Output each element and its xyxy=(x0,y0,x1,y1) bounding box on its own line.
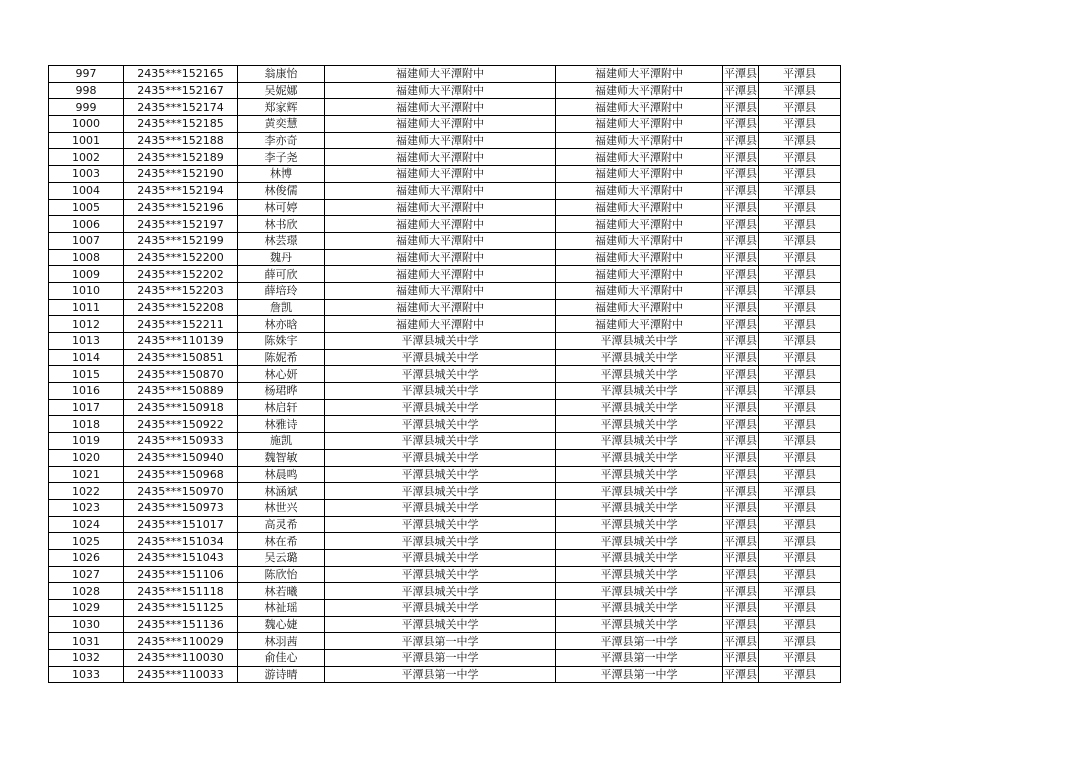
student-name-cell: 黄奕慧 xyxy=(238,116,325,133)
county-cell: 平潭县 xyxy=(724,367,757,381)
table-row xyxy=(49,399,841,416)
table-row xyxy=(49,116,841,133)
table-row xyxy=(49,583,841,600)
student-name-cell: 林若曦 xyxy=(238,583,325,600)
district-cell: 平潭县 xyxy=(759,549,841,566)
serial-number-cell: 1033 xyxy=(49,666,124,683)
registered-school-cell: 平潭县城关中学 xyxy=(556,600,723,617)
registered-school-cell: 福建师大平潭附中 xyxy=(556,282,723,299)
school-cell: 福建师大平潭附中 xyxy=(325,282,556,299)
county-cell: 平潭县 xyxy=(724,501,757,515)
registered-school-cell: 福建师大平潭附中 xyxy=(556,316,723,333)
school-cell: 福建师大平潭附中 xyxy=(325,266,556,283)
student-name-cell: 林芸璟 xyxy=(238,232,325,249)
table-row xyxy=(49,249,841,266)
school-cell: 平潭县城关中学 xyxy=(325,600,556,617)
student-name-cell: 杨珺晔 xyxy=(238,383,325,400)
district-cell: 平潭县 xyxy=(759,166,841,183)
serial-number-cell: 1026 xyxy=(49,549,124,566)
registered-school-cell: 福建师大平潭附中 xyxy=(556,182,723,199)
county-cell: 平潭县 xyxy=(724,117,757,131)
table-row xyxy=(49,616,841,633)
exam-id-cell: 2435***151106 xyxy=(124,566,238,583)
registered-school-cell: 平潭县城关中学 xyxy=(556,466,723,483)
district-cell: 平潭县 xyxy=(759,199,841,216)
registered-school-cell: 平潭县第一中学 xyxy=(556,633,723,650)
table-row xyxy=(49,99,841,116)
table-row xyxy=(49,333,841,350)
table-row xyxy=(49,166,841,183)
school-cell: 福建师大平潭附中 xyxy=(325,299,556,316)
serial-number-cell: 1022 xyxy=(49,483,124,500)
district-cell: 平潭县 xyxy=(759,366,841,383)
table-row xyxy=(49,600,841,617)
table-row xyxy=(49,82,841,99)
registered-school-cell: 福建师大平潭附中 xyxy=(556,82,723,99)
serial-number-cell: 998 xyxy=(49,82,124,99)
table-row xyxy=(49,650,841,667)
county-cell: 平潭县 xyxy=(724,267,757,281)
serial-number-cell: 1032 xyxy=(49,650,124,667)
serial-number-cell: 1012 xyxy=(49,316,124,333)
county-cell: 平潭县 xyxy=(724,351,757,365)
school-cell: 平潭县第一中学 xyxy=(325,650,556,667)
student-name-cell: 林心妍 xyxy=(238,366,325,383)
table-row xyxy=(49,516,841,533)
school-cell: 平潭县第一中学 xyxy=(325,633,556,650)
school-cell: 福建师大平潭附中 xyxy=(325,316,556,333)
exam-id-cell: 2435***150940 xyxy=(124,449,238,466)
district-cell: 平潭县 xyxy=(759,249,841,266)
serial-number-cell: 999 xyxy=(49,99,124,116)
registered-school-cell: 福建师大平潭附中 xyxy=(556,199,723,216)
roster-table xyxy=(48,65,841,683)
district-cell: 平潭县 xyxy=(759,149,841,166)
serial-number-cell: 1025 xyxy=(49,533,124,550)
student-name-cell: 魏丹 xyxy=(238,249,325,266)
registered-school-cell: 福建师大平潭附中 xyxy=(556,132,723,149)
county-cell: 平潭县 xyxy=(724,167,757,181)
district-cell: 平潭县 xyxy=(759,533,841,550)
table-row xyxy=(49,66,841,83)
registered-school-cell: 福建师大平潭附中 xyxy=(556,149,723,166)
exam-id-cell: 2435***151043 xyxy=(124,549,238,566)
district-cell: 平潭县 xyxy=(759,316,841,333)
student-name-cell: 林博 xyxy=(238,166,325,183)
table-row xyxy=(49,149,841,166)
table-row xyxy=(49,132,841,149)
student-name-cell: 李子尧 xyxy=(238,149,325,166)
school-cell: 平潭县城关中学 xyxy=(325,533,556,550)
student-name-cell: 林祉瑶 xyxy=(238,600,325,617)
school-cell: 福建师大平潭附中 xyxy=(325,182,556,199)
table-row xyxy=(49,349,841,366)
county-cell: 平潭县 xyxy=(724,417,757,431)
registered-school-cell: 福建师大平潭附中 xyxy=(556,216,723,233)
registered-school-cell: 平潭县城关中学 xyxy=(556,533,723,550)
serial-number-cell: 1029 xyxy=(49,600,124,617)
district-cell: 平潭县 xyxy=(759,466,841,483)
county-cell: 平潭县 xyxy=(724,250,757,264)
school-cell: 平潭县城关中学 xyxy=(325,466,556,483)
table-row xyxy=(49,566,841,583)
student-name-cell: 郑家辉 xyxy=(238,99,325,116)
table-row xyxy=(49,182,841,199)
student-name-cell: 詹凯 xyxy=(238,299,325,316)
registered-school-cell: 平潭县城关中学 xyxy=(556,333,723,350)
exam-id-cell: 2435***152174 xyxy=(124,99,238,116)
registered-school-cell: 平潭县第一中学 xyxy=(556,650,723,667)
table-row xyxy=(49,232,841,249)
county-cell: 平潭县 xyxy=(724,484,757,498)
registered-school-cell: 福建师大平潭附中 xyxy=(556,166,723,183)
district-cell: 平潭县 xyxy=(759,449,841,466)
serial-number-cell: 1018 xyxy=(49,416,124,433)
registered-school-cell: 平潭县城关中学 xyxy=(556,383,723,400)
school-cell: 福建师大平潭附中 xyxy=(325,66,556,83)
school-cell: 福建师大平潭附中 xyxy=(325,199,556,216)
serial-number-cell: 1010 xyxy=(49,282,124,299)
school-cell: 平潭县城关中学 xyxy=(325,583,556,600)
exam-id-cell: 2435***150973 xyxy=(124,499,238,516)
table-row xyxy=(49,633,841,650)
serial-number-cell: 1021 xyxy=(49,466,124,483)
county-cell: 平潭县 xyxy=(724,668,757,682)
student-name-cell: 林晨鸣 xyxy=(238,466,325,483)
school-cell: 福建师大平潭附中 xyxy=(325,116,556,133)
registered-school-cell: 平潭县城关中学 xyxy=(556,549,723,566)
student-name-cell: 林亦晗 xyxy=(238,316,325,333)
school-cell: 福建师大平潭附中 xyxy=(325,132,556,149)
district-cell: 平潭县 xyxy=(759,182,841,199)
serial-number-cell: 1004 xyxy=(49,182,124,199)
serial-number-cell: 1005 xyxy=(49,199,124,216)
exam-id-cell: 2435***152167 xyxy=(124,82,238,99)
school-cell: 平潭县城关中学 xyxy=(325,349,556,366)
exam-id-cell: 2435***152199 xyxy=(124,232,238,249)
county-cell: 平潭县 xyxy=(724,534,757,548)
student-name-cell: 施凯 xyxy=(238,433,325,450)
roster-table-body xyxy=(49,66,841,683)
county-cell: 平潭县 xyxy=(724,584,757,598)
student-name-cell: 薛培玲 xyxy=(238,282,325,299)
registered-school-cell: 福建师大平潭附中 xyxy=(556,249,723,266)
serial-number-cell: 1014 xyxy=(49,349,124,366)
serial-number-cell: 1019 xyxy=(49,433,124,450)
district-cell: 平潭县 xyxy=(759,516,841,533)
student-name-cell: 林书欣 xyxy=(238,216,325,233)
exam-id-cell: 2435***151017 xyxy=(124,516,238,533)
exam-id-cell: 2435***110029 xyxy=(124,633,238,650)
student-name-cell: 游诗晴 xyxy=(238,666,325,683)
exam-id-cell: 2435***152188 xyxy=(124,132,238,149)
exam-id-cell: 2435***150870 xyxy=(124,366,238,383)
district-cell: 平潭县 xyxy=(759,483,841,500)
student-name-cell: 林俊儒 xyxy=(238,182,325,199)
county-cell: 平潭县 xyxy=(724,100,757,114)
district-cell: 平潭县 xyxy=(759,633,841,650)
school-cell: 平潭县城关中学 xyxy=(325,616,556,633)
school-cell: 平潭县城关中学 xyxy=(325,449,556,466)
registered-school-cell: 福建师大平潭附中 xyxy=(556,266,723,283)
student-name-cell: 魏智敏 xyxy=(238,449,325,466)
exam-id-cell: 2435***152194 xyxy=(124,182,238,199)
table-row xyxy=(49,549,841,566)
exam-id-cell: 2435***110033 xyxy=(124,666,238,683)
serial-number-cell: 1020 xyxy=(49,449,124,466)
registered-school-cell: 平潭县城关中学 xyxy=(556,499,723,516)
school-cell: 平潭县城关中学 xyxy=(325,416,556,433)
student-name-cell: 高灵希 xyxy=(238,516,325,533)
registered-school-cell: 平潭县城关中学 xyxy=(556,433,723,450)
exam-id-cell: 2435***152200 xyxy=(124,249,238,266)
registered-school-cell: 福建师大平潭附中 xyxy=(556,232,723,249)
table-row xyxy=(49,266,841,283)
district-cell: 平潭县 xyxy=(759,666,841,683)
registered-school-cell: 平潭县城关中学 xyxy=(556,366,723,383)
exam-id-cell: 2435***152208 xyxy=(124,299,238,316)
exam-id-cell: 2435***152190 xyxy=(124,166,238,183)
student-name-cell: 李亦奇 xyxy=(238,132,325,149)
student-name-cell: 陈妮希 xyxy=(238,349,325,366)
serial-number-cell: 1009 xyxy=(49,266,124,283)
county-cell: 平潭县 xyxy=(724,517,757,531)
serial-number-cell: 1017 xyxy=(49,399,124,416)
serial-number-cell: 1016 xyxy=(49,383,124,400)
exam-id-cell: 2435***152202 xyxy=(124,266,238,283)
student-name-cell: 林可婷 xyxy=(238,199,325,216)
district-cell: 平潭县 xyxy=(759,616,841,633)
serial-number-cell: 1011 xyxy=(49,299,124,316)
school-cell: 福建师大平潭附中 xyxy=(325,149,556,166)
district-cell: 平潭县 xyxy=(759,266,841,283)
school-cell: 平潭县城关中学 xyxy=(325,566,556,583)
table-row xyxy=(49,666,841,683)
student-name-cell: 翁康怡 xyxy=(238,66,325,83)
district-cell: 平潭县 xyxy=(759,282,841,299)
exam-id-cell: 2435***152203 xyxy=(124,282,238,299)
table-row xyxy=(49,483,841,500)
serial-number-cell: 1030 xyxy=(49,616,124,633)
school-cell: 平潭县城关中学 xyxy=(325,399,556,416)
county-cell: 平潭县 xyxy=(724,467,757,481)
exam-id-cell: 2435***150918 xyxy=(124,399,238,416)
county-cell: 平潭县 xyxy=(724,134,757,148)
student-name-cell: 林涵斌 xyxy=(238,483,325,500)
serial-number-cell: 1008 xyxy=(49,249,124,266)
district-cell: 平潭县 xyxy=(759,499,841,516)
school-cell: 平潭县城关中学 xyxy=(325,366,556,383)
school-cell: 福建师大平潭附中 xyxy=(325,99,556,116)
registered-school-cell: 平潭县城关中学 xyxy=(556,416,723,433)
serial-number-cell: 1003 xyxy=(49,166,124,183)
district-cell: 平潭县 xyxy=(759,232,841,249)
registered-school-cell: 平潭县城关中学 xyxy=(556,349,723,366)
exam-id-cell: 2435***151118 xyxy=(124,583,238,600)
serial-number-cell: 1024 xyxy=(49,516,124,533)
serial-number-cell: 1002 xyxy=(49,149,124,166)
school-cell: 福建师大平潭附中 xyxy=(325,216,556,233)
student-name-cell: 魏心婕 xyxy=(238,616,325,633)
table-row xyxy=(49,282,841,299)
district-cell: 平潭县 xyxy=(759,600,841,617)
table-row xyxy=(49,433,841,450)
school-cell: 福建师大平潭附中 xyxy=(325,166,556,183)
county-cell: 平潭县 xyxy=(724,184,757,198)
district-cell: 平潭县 xyxy=(759,383,841,400)
registered-school-cell: 福建师大平潭附中 xyxy=(556,299,723,316)
county-cell: 平潭县 xyxy=(724,384,757,398)
county-cell: 平潭县 xyxy=(724,601,757,615)
student-name-cell: 林世兴 xyxy=(238,499,325,516)
county-cell: 平潭县 xyxy=(724,567,757,581)
county-cell: 平潭县 xyxy=(724,434,757,448)
county-cell: 平潭县 xyxy=(724,334,757,348)
exam-id-cell: 2435***151034 xyxy=(124,533,238,550)
table-row xyxy=(49,299,841,316)
school-cell: 平潭县城关中学 xyxy=(325,499,556,516)
registered-school-cell: 福建师大平潭附中 xyxy=(556,66,723,83)
student-name-cell: 俞佳心 xyxy=(238,650,325,667)
table-row xyxy=(49,416,841,433)
serial-number-cell: 1006 xyxy=(49,216,124,233)
county-cell: 平潭县 xyxy=(724,634,757,648)
county-cell: 平潭县 xyxy=(724,651,757,665)
district-cell: 平潭县 xyxy=(759,399,841,416)
district-cell: 平潭县 xyxy=(759,99,841,116)
school-cell: 平潭县城关中学 xyxy=(325,549,556,566)
district-cell: 平潭县 xyxy=(759,349,841,366)
county-cell: 平潭县 xyxy=(724,551,757,565)
district-cell: 平潭县 xyxy=(759,132,841,149)
exam-id-cell: 2435***151136 xyxy=(124,616,238,633)
registered-school-cell: 福建师大平潭附中 xyxy=(556,99,723,116)
student-name-cell: 陈姝宇 xyxy=(238,333,325,350)
county-cell: 平潭县 xyxy=(724,300,757,314)
county-cell: 平潭县 xyxy=(724,618,757,632)
school-cell: 平潭县城关中学 xyxy=(325,333,556,350)
school-cell: 平潭县城关中学 xyxy=(325,483,556,500)
district-cell: 平潭县 xyxy=(759,333,841,350)
county-cell: 平潭县 xyxy=(724,84,757,98)
registered-school-cell: 平潭县城关中学 xyxy=(556,516,723,533)
district-cell: 平潭县 xyxy=(759,433,841,450)
student-name-cell: 薛可欣 xyxy=(238,266,325,283)
county-cell: 平潭县 xyxy=(724,317,757,331)
exam-id-cell: 2435***152211 xyxy=(124,316,238,333)
county-cell: 平潭县 xyxy=(724,67,757,81)
serial-number-cell: 997 xyxy=(49,66,124,83)
serial-number-cell: 1015 xyxy=(49,366,124,383)
school-cell: 平潭县城关中学 xyxy=(325,516,556,533)
exam-id-cell: 2435***110139 xyxy=(124,333,238,350)
table-row xyxy=(49,533,841,550)
registered-school-cell: 平潭县第一中学 xyxy=(556,666,723,683)
registered-school-cell: 平潭县城关中学 xyxy=(556,449,723,466)
serial-number-cell: 1007 xyxy=(49,232,124,249)
exam-id-cell: 2435***152165 xyxy=(124,66,238,83)
exam-id-cell: 2435***151125 xyxy=(124,600,238,617)
school-cell: 平潭县第一中学 xyxy=(325,666,556,683)
exam-id-cell: 2435***150970 xyxy=(124,483,238,500)
serial-number-cell: 1031 xyxy=(49,633,124,650)
serial-number-cell: 1027 xyxy=(49,566,124,583)
table-row xyxy=(49,366,841,383)
student-name-cell: 林雅诗 xyxy=(238,416,325,433)
county-cell: 平潭县 xyxy=(724,401,757,415)
county-cell: 平潭县 xyxy=(724,234,757,248)
district-cell: 平潭县 xyxy=(759,566,841,583)
serial-number-cell: 1000 xyxy=(49,116,124,133)
registered-school-cell: 平潭县城关中学 xyxy=(556,566,723,583)
table-row xyxy=(49,466,841,483)
district-cell: 平潭县 xyxy=(759,299,841,316)
registered-school-cell: 平潭县城关中学 xyxy=(556,483,723,500)
exam-id-cell: 2435***152197 xyxy=(124,216,238,233)
exam-id-cell: 2435***152189 xyxy=(124,149,238,166)
serial-number-cell: 1023 xyxy=(49,499,124,516)
registered-school-cell: 平潭县城关中学 xyxy=(556,583,723,600)
district-cell: 平潭县 xyxy=(759,116,841,133)
school-cell: 福建师大平潭附中 xyxy=(325,82,556,99)
exam-id-cell: 2435***150922 xyxy=(124,416,238,433)
school-cell: 平潭县城关中学 xyxy=(325,383,556,400)
student-name-cell: 林羽茜 xyxy=(238,633,325,650)
registered-school-cell: 平潭县城关中学 xyxy=(556,616,723,633)
county-cell: 平潭县 xyxy=(724,217,757,231)
district-cell: 平潭县 xyxy=(759,216,841,233)
table-row xyxy=(49,216,841,233)
school-cell: 福建师大平潭附中 xyxy=(325,249,556,266)
table-row xyxy=(49,449,841,466)
county-cell: 平潭县 xyxy=(724,150,757,164)
district-cell: 平潭县 xyxy=(759,416,841,433)
district-cell: 平潭县 xyxy=(759,583,841,600)
school-cell: 平潭县城关中学 xyxy=(325,433,556,450)
exam-id-cell: 2435***152196 xyxy=(124,199,238,216)
student-name-cell: 吴妮娜 xyxy=(238,82,325,99)
table-row xyxy=(49,499,841,516)
exam-id-cell: 2435***150889 xyxy=(124,383,238,400)
school-cell: 福建师大平潭附中 xyxy=(325,232,556,249)
table-row xyxy=(49,316,841,333)
student-name-cell: 林在希 xyxy=(238,533,325,550)
serial-number-cell: 1013 xyxy=(49,333,124,350)
exam-id-cell: 2435***150933 xyxy=(124,433,238,450)
district-cell: 平潭县 xyxy=(759,82,841,99)
exam-id-cell: 2435***110030 xyxy=(124,650,238,667)
district-cell: 平潭县 xyxy=(759,650,841,667)
student-name-cell: 陈欣怡 xyxy=(238,566,325,583)
registered-school-cell: 平潭县城关中学 xyxy=(556,399,723,416)
serial-number-cell: 1001 xyxy=(49,132,124,149)
exam-id-cell: 2435***152185 xyxy=(124,116,238,133)
exam-id-cell: 2435***150851 xyxy=(124,349,238,366)
exam-id-cell: 2435***150968 xyxy=(124,466,238,483)
student-name-cell: 吴云璐 xyxy=(238,549,325,566)
county-cell: 平潭县 xyxy=(724,284,757,298)
district-cell: 平潭县 xyxy=(759,66,841,83)
table-row xyxy=(49,199,841,216)
registered-school-cell: 福建师大平潭附中 xyxy=(556,116,723,133)
county-cell: 平潭县 xyxy=(724,200,757,214)
county-cell: 平潭县 xyxy=(724,451,757,465)
student-name-cell: 林启轩 xyxy=(238,399,325,416)
table-row xyxy=(49,383,841,400)
serial-number-cell: 1028 xyxy=(49,583,124,600)
